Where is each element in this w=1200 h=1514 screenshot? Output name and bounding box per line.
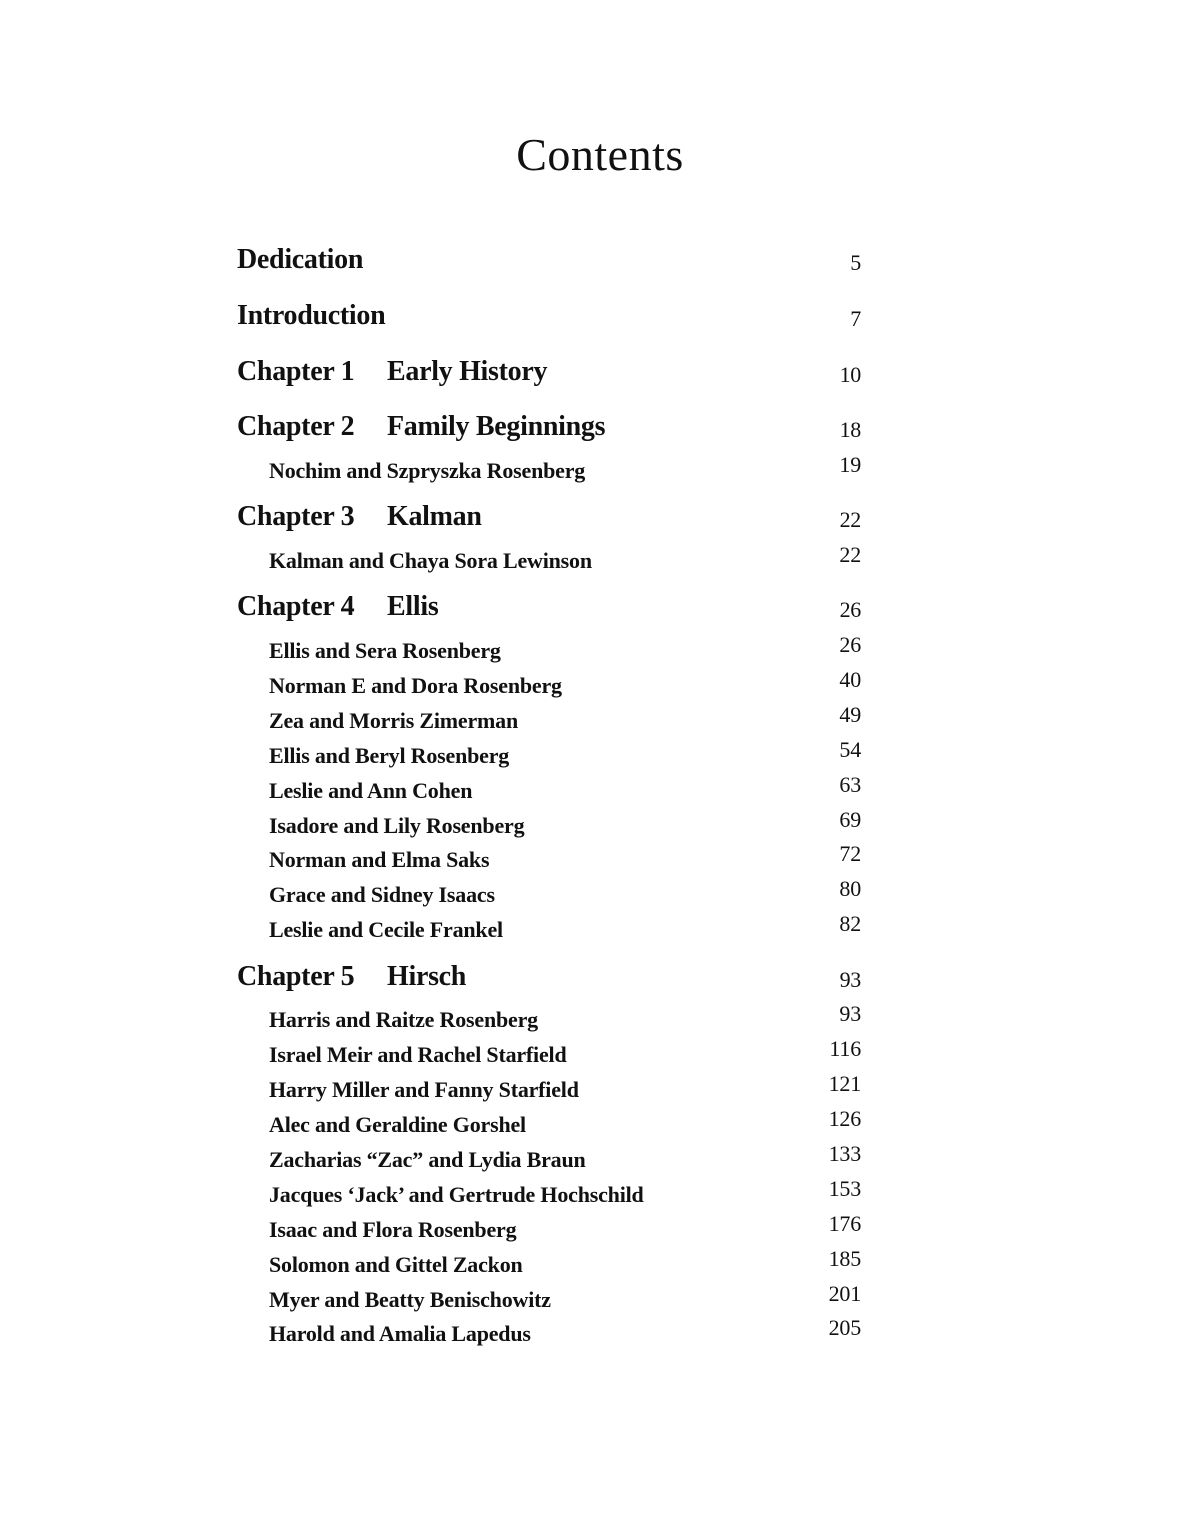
toc-subentry[interactable] [269,667,861,699]
toc-entry-introduction[interactable] [237,300,861,332]
toc-subentry[interactable] [269,807,861,839]
page-title: Contents [516,129,684,180]
chapter-title: Early History [387,356,548,387]
chapter-title: Family Beginnings [387,411,606,442]
toc-page-number: 201 [828,1281,861,1306]
toc-subentry[interactable] [269,1141,861,1173]
toc-chapter-4[interactable] [237,591,861,623]
toc-page-number: 93 [839,967,861,992]
toc-entry-label: Zacharias “Zac” and Lydia Braun [269,1147,586,1172]
toc-page-number: 26 [839,597,861,622]
toc-page-number: 185 [828,1246,861,1271]
toc-subentry[interactable] [269,1176,861,1208]
chapter-title: Kalman [387,501,482,532]
chapter-title: Hirsch [387,961,467,992]
chapter-number: Chapter 5 [237,961,355,992]
toc-entry-label: Harris and Raitze Rosenberg [269,1007,538,1032]
toc-subentry[interactable] [269,1315,861,1347]
toc-page-number: 153 [828,1176,861,1201]
toc-entry-label: Jacques ‘Jack’ and Gertrude Hochschild [269,1182,644,1207]
toc-chapter-1[interactable] [237,356,861,388]
toc-entry-label: Ellis and Beryl Rosenberg [269,743,510,768]
toc-entry-label: Solomon and Gittel Zackon [269,1252,523,1277]
toc-entry-label: Myer and Beatty Benischowitz [269,1287,551,1312]
toc-subentry[interactable] [269,1071,861,1103]
toc-page-number: 18 [839,417,861,442]
toc-page-number: 54 [839,737,861,762]
toc-subentry[interactable] [269,1211,861,1243]
toc-entry-label: Leslie and Cecile Frankel [269,917,503,942]
toc-subentry[interactable] [269,452,861,484]
toc-subentry[interactable] [269,702,861,734]
toc-subentry[interactable] [269,542,861,574]
toc-entry-label: Norman E and Dora Rosenberg [269,673,562,698]
chapter-number: Chapter 1 [237,356,355,387]
toc-entry-dedication[interactable] [237,244,861,276]
toc-chapter-2[interactable] [237,411,861,443]
toc-entry-label: Grace and Sidney Isaacs [269,882,495,907]
toc-entry-label: Leslie and Ann Cohen [269,778,473,803]
toc-entry-label: Israel Meir and Rachel Starfield [269,1042,567,1067]
toc-entry-label: Harry Miller and Fanny Starfield [269,1077,579,1102]
toc-subentry[interactable] [269,737,861,769]
toc-subentry[interactable] [269,632,861,664]
toc-entry-label: Isaac and Flora Rosenberg [269,1217,517,1242]
toc-page-number: 176 [828,1211,861,1236]
toc-entry-label: Zea and Morris Zimerman [269,708,518,733]
toc-page-number: 116 [829,1036,861,1061]
toc-subentry[interactable] [269,1246,861,1278]
toc-entry-label: Ellis and Sera Rosenberg [269,638,501,663]
toc-chapter-5[interactable] [237,961,861,993]
toc-page-number: 19 [839,452,861,477]
toc-page-number: 22 [839,507,861,532]
chapter-number: Chapter 2 [237,411,355,442]
chapter-number: Chapter 4 [237,591,355,622]
toc-entry-label: Kalman and Chaya Sora Lewinson [269,548,592,573]
toc-page-number: 133 [828,1141,861,1166]
toc-chapter-3[interactable] [237,501,861,533]
toc-page-number: 72 [839,841,861,866]
toc-page-number: 49 [839,702,861,727]
toc-page-number: 121 [828,1071,861,1096]
toc-entry-label: Dedication [237,244,364,275]
toc-page-number: 22 [839,542,861,567]
chapter-title: Ellis [387,591,439,622]
toc-page-number: 126 [828,1106,861,1131]
toc-page-number: 10 [839,362,861,387]
toc-page-number: 93 [839,1001,861,1026]
toc-subentry[interactable] [269,841,861,873]
toc-entry-label: Norman and Elma Saks [269,847,490,872]
toc-page-number: 69 [839,807,861,832]
toc-entry-label: Harold and Amalia Lapedus [269,1321,531,1346]
toc-page-number: 63 [839,772,861,797]
toc-page-number: 40 [839,667,861,692]
toc-entry-label: Nochim and Szpryszka Rosenberg [269,458,586,483]
toc-subentry[interactable] [269,1106,861,1138]
toc-entry-label: Isadore and Lily Rosenberg [269,813,525,838]
toc-subentry[interactable] [269,1001,861,1033]
toc-page-number: 7 [850,306,861,331]
toc-page-number: 5 [850,250,861,275]
toc-subentry[interactable] [269,876,861,908]
toc-page-number: 82 [839,911,861,936]
toc-subentry[interactable] [269,1036,861,1068]
chapter-number: Chapter 3 [237,501,355,532]
toc-subentry[interactable] [269,1281,861,1313]
toc-page-number: 26 [839,632,861,657]
toc-page-number: 205 [828,1315,861,1340]
toc-entry-label: Introduction [237,300,386,331]
toc-entry-label: Alec and Geraldine Gorshel [269,1112,526,1137]
toc-page-number: 80 [839,876,861,901]
toc-subentry[interactable] [269,772,861,804]
toc-subentry[interactable] [269,911,861,943]
